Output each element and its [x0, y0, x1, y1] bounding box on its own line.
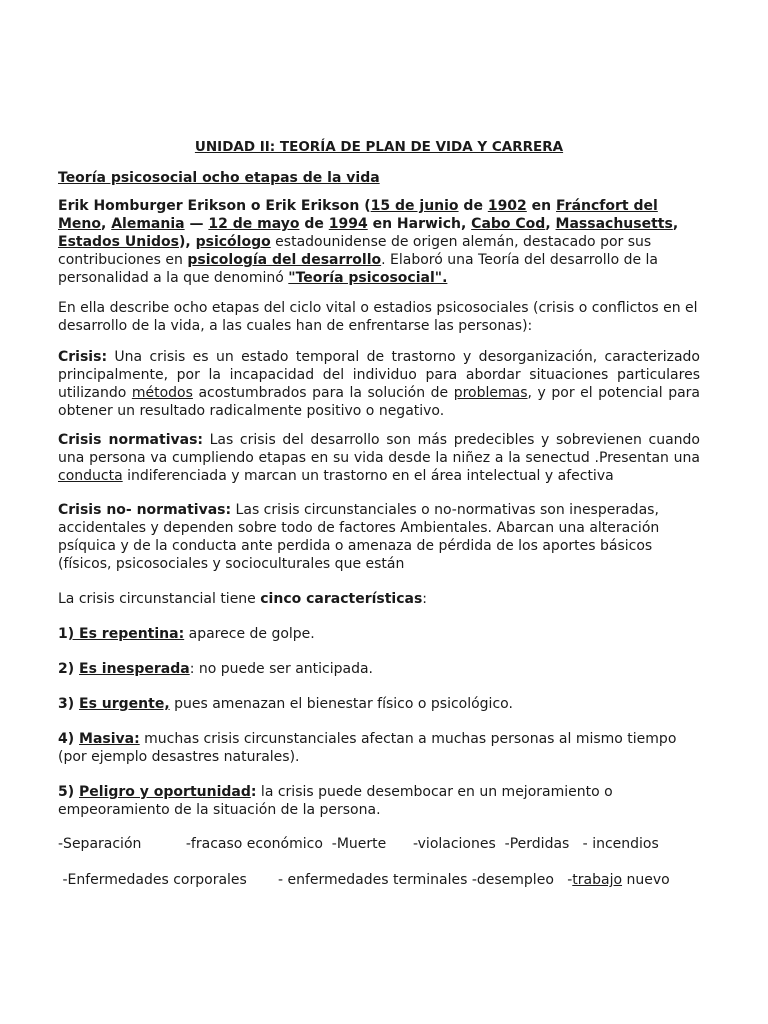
- item-label: Peligro y oportunidad: [79, 784, 251, 800]
- intro-text: ,: [545, 216, 556, 232]
- list-text: nuevo: [622, 872, 670, 888]
- item-repentina: [58, 625, 700, 643]
- item-text: aparece de golpe.: [184, 626, 315, 642]
- crisis-paragraph: [58, 348, 700, 420]
- list-text: -Enfermedades corporales - enfermedades terminales -desempleo -: [58, 872, 573, 888]
- link-psicologo[interactable]: psicólogo: [195, 234, 271, 250]
- cinco-bold: cinco características: [260, 591, 423, 607]
- link-metodos[interactable]: métodos: [131, 385, 193, 401]
- link-cabo-cod[interactable]: Cabo Cod: [471, 216, 546, 232]
- no-normativas-paragraph: [58, 501, 700, 573]
- section-subtitle: Teoría psicosocial ocho etapas de la vida: [58, 170, 380, 186]
- intro-text: ,: [101, 216, 112, 232]
- crisis-label: Crisis:: [58, 349, 108, 365]
- item-text: pues amenazan el bienestar físico o psicológico.: [169, 696, 513, 712]
- link-birth-year[interactable]: 1902: [487, 198, 527, 214]
- list-line-2: [58, 871, 670, 889]
- normativas-text: indiferenciada y marcan un trastorno en el área intelectual y afectiva: [122, 468, 614, 484]
- item-number: 2): [58, 661, 80, 677]
- link-estados-unidos[interactable]: Estados Unidos: [58, 234, 179, 250]
- item-number: 1: [58, 626, 68, 642]
- intro-text: en: [526, 198, 557, 214]
- intro-text: de: [299, 216, 329, 232]
- intro-paragraph: [58, 197, 700, 287]
- item-label: ) Es repentina:: [67, 626, 185, 642]
- item-inesperada: [58, 660, 700, 678]
- link-psicologia-desarrollo[interactable]: psicología del desarrollo: [187, 252, 382, 268]
- link-death-day[interactable]: 12 de mayo: [208, 216, 300, 232]
- intro-text: —: [184, 216, 209, 232]
- item-colon: :: [250, 784, 257, 800]
- page-title: UNIDAD II: TEORÍA DE PLAN DE VIDA Y CARRERA: [194, 139, 564, 155]
- intro-text: Erik Homburger Erikson o Erik Erikson (: [58, 198, 371, 214]
- link-alemania[interactable]: Alemania: [111, 216, 185, 232]
- link-death-year[interactable]: 1994: [328, 216, 368, 232]
- item-masiva: [58, 730, 700, 766]
- crisis-text: Una crisis es un estado temporal de trastorno y desorganización, caracterizado principalmente, por la incapacidad del individuo para abordar situaciones particulares utilizando: [58, 349, 700, 401]
- item-number: 4): [58, 731, 80, 747]
- item-label: Es inesperada: [79, 661, 190, 677]
- intro-text: ,: [672, 216, 679, 232]
- normativas-text: Las crisis del desarrollo son más predecibles y sobrevienen cuando una persona va cumpliendo etapas en su vida desde la niñez a la senectud .Presentan una: [58, 432, 700, 466]
- link-problemas[interactable]: problemas: [453, 385, 528, 401]
- no-normativas-label: Crisis no- normativas:: [58, 502, 232, 518]
- item-label: Masiva:: [79, 731, 140, 747]
- intro-text: ),: [179, 234, 196, 250]
- link-conducta[interactable]: conducta: [58, 468, 123, 484]
- link-frankfurt[interactable]: Fráncfort del Meno: [58, 198, 658, 232]
- link-teoria-psicosocial[interactable]: "Teoría psicosocial".: [288, 270, 448, 286]
- item-number: 3): [58, 696, 80, 712]
- list-line-1: -Separación -fracaso económico -Muerte -violaciones -Perdidas - incendios: [58, 836, 659, 852]
- item-text: la crisis puede desembocar en un mejoramiento o empeoramiento de la situación de la persona.: [58, 784, 613, 818]
- item-peligro: [58, 783, 700, 819]
- item-label: Es urgente,: [79, 696, 170, 712]
- no-normativas-text: Las crisis circunstanciales o no-normativas son inesperadas, accidentales y dependen sobre todo de factores Ambientales. Abarcan una alteración psíquica y de la conducta ante perdida o amenaza de pérdida de los aportes básicos (físicos, psicosociales y socioculturales que están: [58, 502, 660, 572]
- intro-text: . Elaboró una Teoría del desarrollo de la personalidad a la que denominó: [58, 252, 659, 286]
- item-urgente: [58, 695, 700, 713]
- link-trabajo[interactable]: trabajo: [572, 872, 623, 888]
- intro-text: estadounidense de origen alemán, destacado por sus contribuciones en: [58, 234, 652, 268]
- cinco-text: La crisis circunstancial tiene: [58, 591, 261, 607]
- item-text: muchas crisis circunstanciales afectan a muchas personas al mismo tiempo (por ejemplo desastres naturales).: [58, 731, 677, 765]
- crisis-text: acostumbrados para la solución de: [192, 385, 454, 401]
- link-massachusetts[interactable]: Massachusetts: [555, 216, 673, 232]
- cinco-text: :: [422, 591, 428, 607]
- cinco-paragraph: [58, 590, 700, 608]
- link-birth-day[interactable]: 15 de junio: [370, 198, 459, 214]
- item-text: : no puede ser anticipada.: [189, 661, 374, 677]
- item-number: 5): [58, 784, 80, 800]
- etapas-paragraph: En ella describe ocho etapas del ciclo vital o estadios psicosociales (crisis o conflictos en el desarrollo de la vida, a las cuales han de enfrentarse las personas):: [58, 300, 698, 334]
- intro-text: de: [458, 198, 488, 214]
- normativas-label: Crisis normativas:: [58, 432, 204, 448]
- normativas-paragraph: [58, 431, 700, 485]
- intro-text: en Harwich,: [367, 216, 472, 232]
- crisis-text: , y por el potencial para obtener un resultado radicalmente positivo o negativo.: [58, 385, 701, 419]
